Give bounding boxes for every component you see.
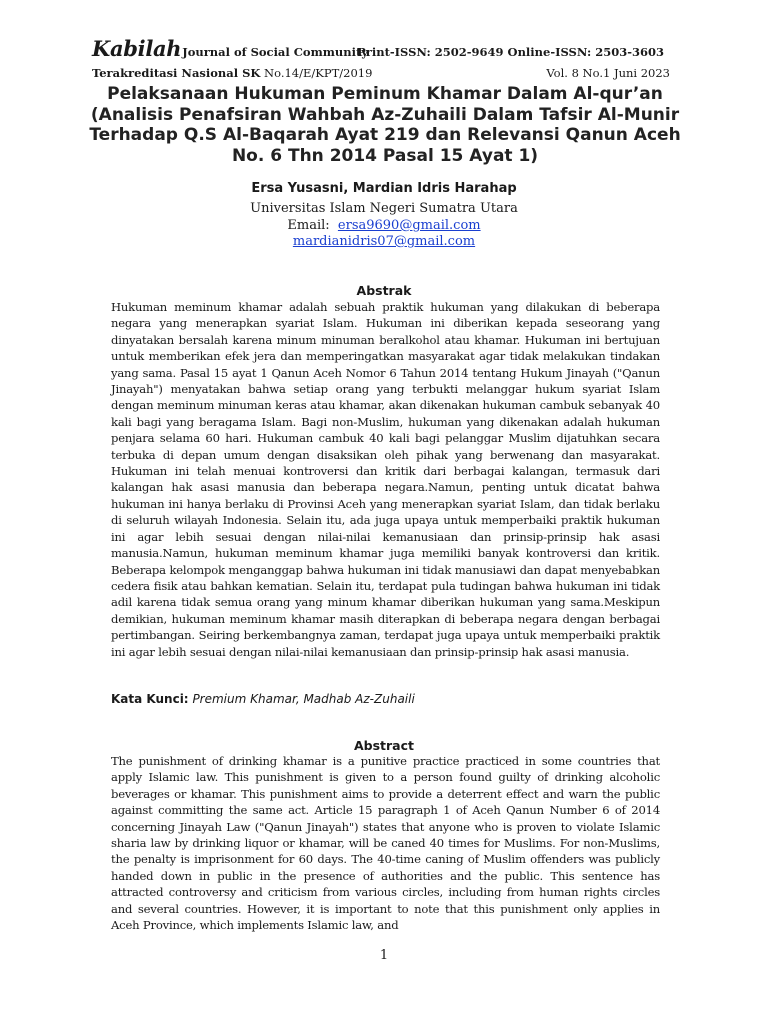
issn-info: Print-ISSN: 2502-9649 Online-ISSN: 2503-3603	[357, 45, 664, 59]
email-link-1[interactable]: ersa9690@gmail.com	[337, 218, 481, 233]
accreditation	[92, 66, 372, 80]
volume-info: Vol. 8 No.1 Juni 2023	[546, 66, 670, 80]
keywords-label: Kata Kunci:	[111, 692, 189, 706]
abstrak-body: Hukuman meminum khamar adalah sebuah praktik hukuman yang dilakukan di beberapa negara yang menerapkan syariat Islam. Hukuman ini diberikan kepada seseorang yang dinyatakan bersalah karena minum minuman beralkohol atau khamar. Hukuman ini bertujuan untuk memberikan efek jera dan memperingatkan masyarakat agar tidak melakukan tindakan yang sama. Pasal 15 ayat 1 Qanun Aceh Nomor 6 Tahun 2014 tentang Hukum Jinayah ("Qanun Jinayah") menyatakan bahwa setiap orang yang terbukti melanggar hukum syariat Islam dengan meminum minuman keras atau khamar, akan dikenakan hukuman cambuk sebanyak 40 kali bagi yang beragama Islam. Bagi non-Muslim, hukuman yang dikenakan adalah hukuman penjara selama 60 hari. Hukuman cambuk 40 kali bagi pelanggar Muslim dijatuhkan secara terbuka di depan umum dengan disaksikan oleh pihak yang berwenang dan masyarakat. Hukuman ini telah menuai kontroversi dan kritik dari berbagai kalangan, termasuk dari kalangan hak asasi manusia dan beberapa negara.Namun, penting untuk dicatat bahwa hukuman ini hanya berlaku di Provinsi Aceh yang menerapkan syariat Islam, dan tidak berlaku di seluruh wilayah Indonesia. Selain itu, ada juga upaya untuk memperbaiki praktik hukuman ini agar lebih sesuai dengan nilai-nilai kemanusiaan dan prinsip-prinsip hak asasi manusia.Namun, hukuman meminum khamar juga memiliki banyak kontroversi dan kritik. Beberapa kelompok menganggap bahwa hukuman ini tidak manusiawi dan dapat menyebabkan cedera fisik atau bahkan kematian. Selain itu, terdapat pula tudingan bahwa hukuman ini tidak adil karena tidak semua orang yang minum khamar diberikan hukuman yang sama.Meskipun demikian, hukuman meminum khamar masih diterapkan di beberapa negara dengan berbagai pertimbangan. Seiring berkembangnya zaman, terdapat juga upaya untuk memperbaiki praktik ini agar lebih sesuai dengan nilai-nilai kemanusiaan dan prinsip-prinsip hak asasi manusia.	[111, 300, 660, 659]
page-number: 1	[379, 948, 389, 963]
email-line	[0, 218, 768, 233]
keywords	[111, 692, 671, 706]
affiliation: Universitas Islam Negeri Sumatra Utara	[250, 201, 518, 216]
authors: Ersa Yusasni, Mardian Idris Harahap	[251, 181, 517, 196]
abstrak-heading: Abstrak	[356, 283, 412, 298]
email-label: Email:	[287, 218, 330, 233]
journal-header	[92, 38, 664, 64]
journal-subtitle: : Journal of Social Community	[174, 45, 369, 59]
accreditation-label: Terakreditasi Nasional SK	[92, 66, 261, 80]
abstract-heading: Abstract	[353, 738, 415, 753]
abstract-body: The punishment of drinking khamar is a punitive practice practiced in some countries that apply Islamic law. This punishment is given to a person found guilty of drinking alcoholic beverages or khamar. This punishment aims to provide a deterrent effect and warn the public against committing the same act. Article 15 paragraph 1 of Aceh Qanun Number 6 of 2014 concerning Jinayah Law ("Qanun Jinayah") states that anyone who is proven to violate Islamic sharia law by drinking liquor or khamar, will be caned 40 times for Muslims. For non-Muslims, the penalty is imprisonment for 60 days. The 40-time caning of Muslim offenders was publicly handed down in public in the presence of authorities and the public. This sentence has attracted controversy and criticism from various circles, including from human rights circles and several countries. However, it is important to note that this punishment only applies in Aceh Province, which implements Islamic law, and	[111, 754, 660, 933]
keywords-value: Premium Khamar, Madhab Az-Zuhaili	[192, 692, 415, 706]
email-line-2	[0, 234, 768, 249]
journal-subheader	[92, 66, 670, 82]
accreditation-number: No.14/E/KPT/2019	[264, 66, 373, 80]
article-title: Pelaksanaan Hukuman Peminum Khamar Dalam Al-qur’an (Analisis Penafsiran Wahbah Az-Zuhaili Dalam Tafsir Al-Munir Terhadap Q.S Al-Baqarah Ayat 219 dan Relevansi Qanun Aceh No. 6 Thn 2014 Pasal 15 Ayat 1)	[89, 84, 681, 166]
email-link-2[interactable]: mardianidris07@gmail.com	[292, 234, 476, 249]
journal-name: Kabilah	[92, 36, 182, 61]
